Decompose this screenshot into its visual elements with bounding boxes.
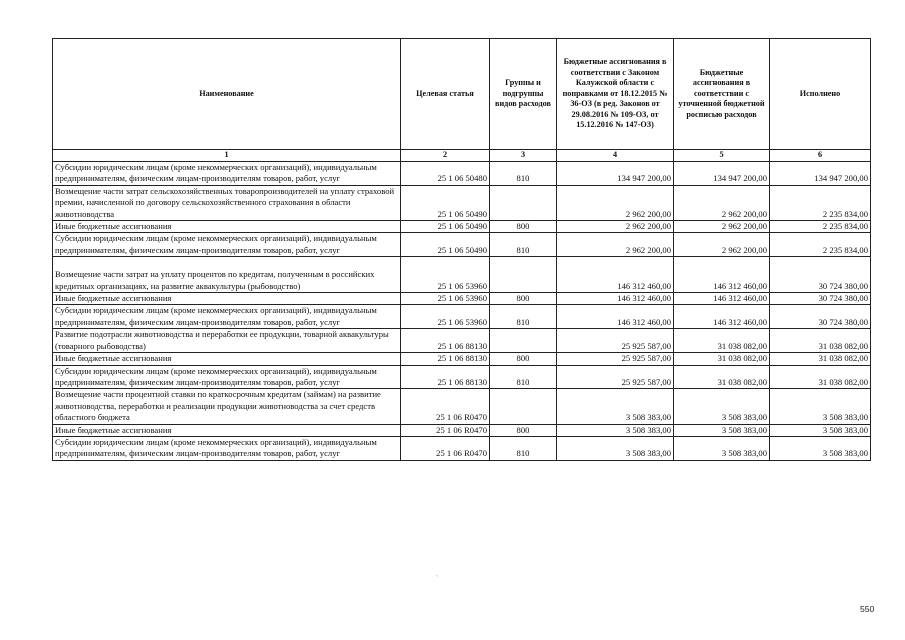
row-executed-amount: 31 038 082,00 [770,353,871,365]
row-plan-amount: 146 312 460,00 [674,257,770,293]
table-row [53,424,871,436]
row-law-amount: 25 925 587,00 [557,329,674,353]
row-name: Субсидии юридическим лицам (кроме некоммерческих организаций), индивидуальным предпринимателям, физическим лицам-производителям товаров, работ, услуг [53,436,401,460]
table-row [53,221,871,233]
row-executed-amount: 2 235 834,00 [770,233,871,257]
row-target-article: 25 1 06 50490 [401,221,490,233]
table-row [53,353,871,365]
header-budget-list-allocations: Бюджетные ассигнования в соответствии с уточненной бюджетной росписью расходов [674,39,770,150]
row-name: Иные бюджетные ассигнования [53,424,401,436]
row-target-article: 25 1 06 R0470 [401,424,490,436]
row-target-article: 25 1 06 88130 [401,329,490,353]
row-executed-amount: 134 947 200,00 [770,162,871,186]
scan-speck: ` [436,576,438,582]
row-name: Иные бюджетные ассигнования [53,293,401,305]
row-target-article: 25 1 06 50480 [401,162,490,186]
row-plan-amount: 2 962 200,00 [674,233,770,257]
column-number: 2 [401,150,490,162]
header-name: Наименование [53,39,401,150]
column-number: 4 [557,150,674,162]
row-law-amount: 2 962 200,00 [557,221,674,233]
row-law-amount: 3 508 383,00 [557,389,674,424]
row-name: Иные бюджетные ассигнования [53,221,401,233]
row-target-article: 25 1 06 88130 [401,353,490,365]
row-executed-amount: 2 235 834,00 [770,221,871,233]
header-executed: Исполнено [770,39,871,150]
row-name: Субсидии юридическим лицам (кроме некоммерческих организаций), индивидуальным предпринимателям, физическим лицам-производителям товаров, работ, услуг [53,305,401,329]
row-law-amount: 2 962 200,00 [557,233,674,257]
row-plan-amount: 31 038 082,00 [674,329,770,353]
row-target-article: 25 1 06 R0470 [401,389,490,424]
row-executed-amount: 2 235 834,00 [770,185,871,220]
table-row [53,293,871,305]
column-number-row [53,150,871,162]
table-row [53,185,871,220]
row-target-article: 25 1 06 R0470 [401,436,490,460]
row-law-amount: 3 508 383,00 [557,424,674,436]
row-plan-amount: 3 508 383,00 [674,389,770,424]
row-plan-amount: 2 962 200,00 [674,221,770,233]
row-plan-amount: 134 947 200,00 [674,162,770,186]
table-row [53,389,871,424]
row-name: Развитие подотрасли животноводства и переработки ее продукции, товарной аквакультуры (товарного рыбоводства) [53,329,401,353]
table-row [53,233,871,257]
column-number: 1 [53,150,401,162]
row-expense-group: 810 [490,436,557,460]
header-target-article: Целевая статья [401,39,490,150]
row-expense-group [490,257,557,293]
column-number: 5 [674,150,770,162]
row-name: Иные бюджетные ассигнования [53,353,401,365]
table-row [53,257,871,293]
row-plan-amount: 2 962 200,00 [674,185,770,220]
table-row [53,305,871,329]
row-law-amount: 146 312 460,00 [557,257,674,293]
row-executed-amount: 31 038 082,00 [770,365,871,389]
header-expense-groups: Группы и подгруппы видов расходов [490,39,557,150]
row-target-article: 25 1 06 53960 [401,305,490,329]
column-number: 3 [490,150,557,162]
row-target-article: 25 1 06 53960 [401,293,490,305]
row-executed-amount: 31 038 082,00 [770,329,871,353]
row-name: Субсидии юридическим лицам (кроме некоммерческих организаций), индивидуальным предпринимателям, физическим лицам-производителям товаров, работ, услуг [53,365,401,389]
row-plan-amount: 146 312 460,00 [674,305,770,329]
row-target-article: 25 1 06 50490 [401,233,490,257]
row-executed-amount: 30 724 380,00 [770,293,871,305]
column-number: 6 [770,150,871,162]
row-plan-amount: 3 508 383,00 [674,436,770,460]
row-expense-group: 810 [490,305,557,329]
header-law-allocations: Бюджетные ассигнования в соответствии с Законом Калужской области с поправками от 18.12.2015 № 36-ОЗ (в ред. Законов от 29.08.2016 № 109-ОЗ, от 15.12.2016 № 147-ОЗ) [557,39,674,150]
row-law-amount: 25 925 587,00 [557,353,674,365]
row-executed-amount: 3 508 383,00 [770,436,871,460]
row-plan-amount: 31 038 082,00 [674,365,770,389]
table-row [53,365,871,389]
table-row [53,436,871,460]
row-name: Возмещение части процентной ставки по краткосрочным кредитам (займам) на развитие животноводства, переработки и реализации продукции животноводства за счет средств областного бюджета [53,389,401,424]
page-number: 550 [860,604,875,614]
row-name: Возмещение части затрат сельскохозяйственных товаропроизводителей на уплату страховой премии, начисленной по договору сельскохозяйственного страхования в области животноводства [53,185,401,220]
row-plan-amount: 31 038 082,00 [674,353,770,365]
row-expense-group: 800 [490,293,557,305]
row-expense-group: 800 [490,353,557,365]
row-expense-group [490,329,557,353]
row-plan-amount: 146 312 460,00 [674,293,770,305]
row-law-amount: 3 508 383,00 [557,436,674,460]
row-law-amount: 146 312 460,00 [557,293,674,305]
table-row [53,329,871,353]
row-law-amount: 146 312 460,00 [557,305,674,329]
row-executed-amount: 3 508 383,00 [770,389,871,424]
row-law-amount: 2 962 200,00 [557,185,674,220]
row-target-article: 25 1 06 53960 [401,257,490,293]
row-name: Субсидии юридическим лицам (кроме некоммерческих организаций), индивидуальным предпринимателям, физическим лицам-производителям товаров, работ, услуг [53,233,401,257]
row-name: Возмещение части затрат на уплату процентов по кредитам, полученным в российских кредитных организациях, на развитие аквакультуры (рыбоводство) [53,257,401,293]
row-expense-group [490,185,557,220]
row-name: Субсидии юридическим лицам (кроме некоммерческих организаций), индивидуальным предпринимателям, физическим лицам-производителям товаров, работ, услуг [53,162,401,186]
budget-table [52,38,871,461]
row-expense-group: 810 [490,365,557,389]
row-executed-amount: 30 724 380,00 [770,257,871,293]
row-executed-amount: 30 724 380,00 [770,305,871,329]
row-expense-group [490,389,557,424]
row-expense-group: 800 [490,424,557,436]
header-row [53,39,871,150]
row-expense-group: 810 [490,233,557,257]
row-expense-group: 810 [490,162,557,186]
row-law-amount: 134 947 200,00 [557,162,674,186]
row-executed-amount: 3 508 383,00 [770,424,871,436]
row-law-amount: 25 925 587,00 [557,365,674,389]
row-plan-amount: 3 508 383,00 [674,424,770,436]
row-target-article: 25 1 06 88130 [401,365,490,389]
row-target-article: 25 1 06 50490 [401,185,490,220]
table-row [53,162,871,186]
row-expense-group: 800 [490,221,557,233]
